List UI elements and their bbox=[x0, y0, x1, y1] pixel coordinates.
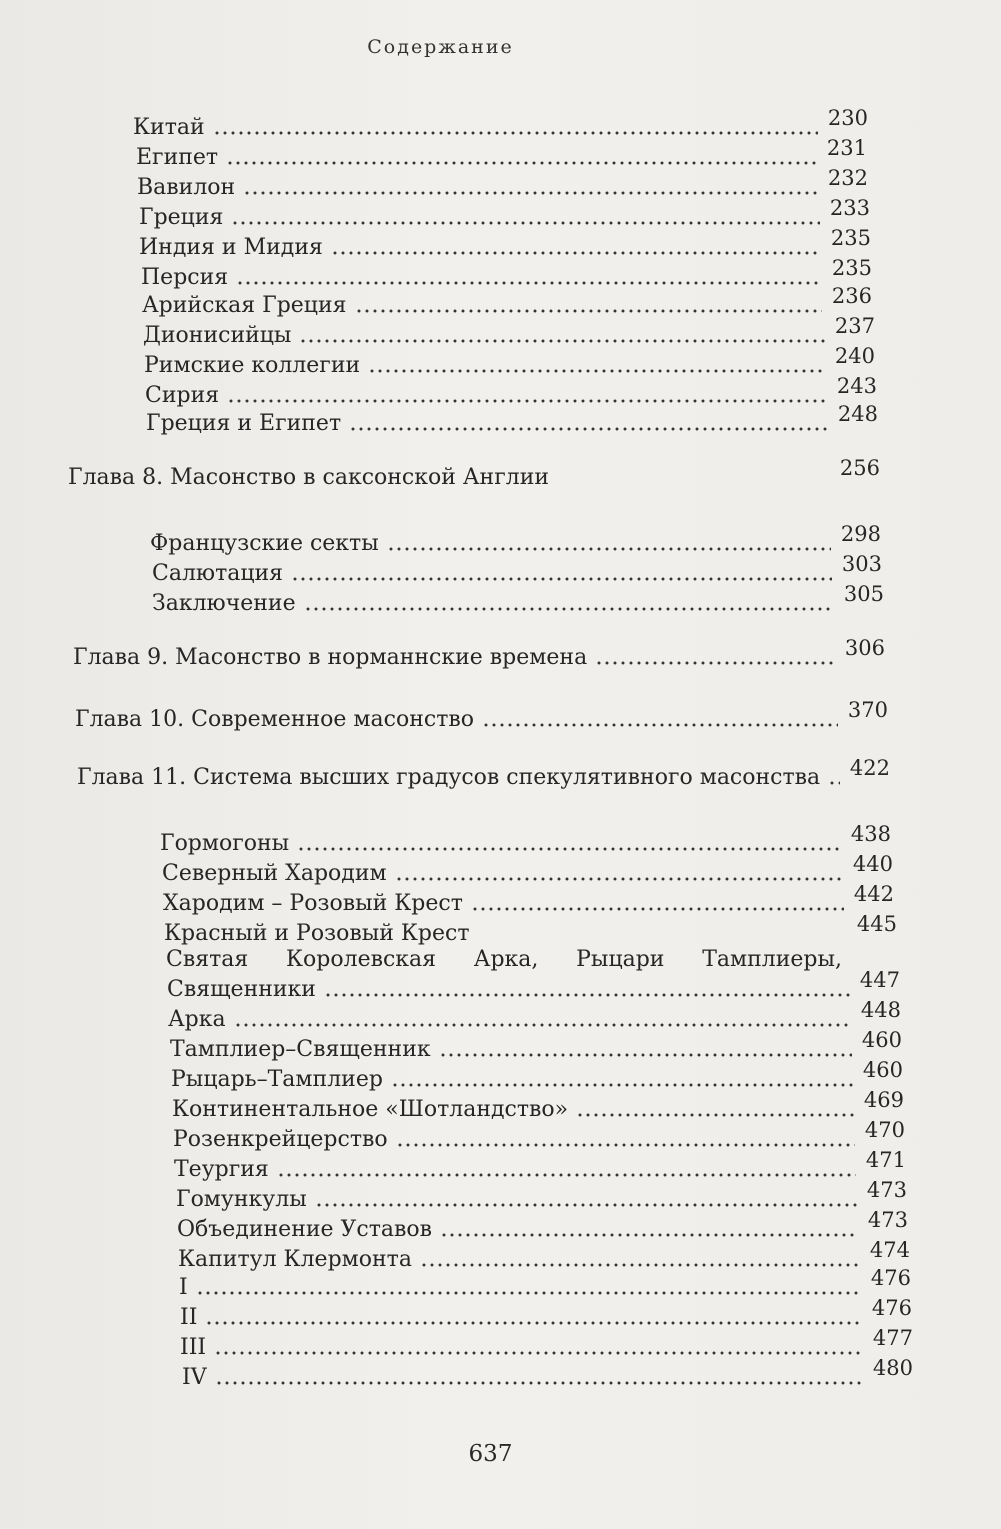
entry-page: 240 bbox=[834, 344, 875, 368]
leader-dots bbox=[196, 1290, 861, 1296]
leader-dots bbox=[243, 190, 818, 196]
leader-dots bbox=[355, 308, 822, 314]
entry-title: Дионисийцы bbox=[143, 323, 292, 348]
leader-dots bbox=[576, 1112, 854, 1118]
entry-page: 298 bbox=[840, 522, 881, 546]
toc-entry[interactable] bbox=[139, 226, 871, 262]
leader-dots bbox=[439, 1052, 852, 1058]
entry-title: Заключение bbox=[152, 591, 296, 616]
entry-page: 248 bbox=[837, 402, 878, 426]
toc-entry[interactable] bbox=[152, 552, 882, 588]
leader-dots bbox=[478, 936, 847, 942]
entry-page: 422 bbox=[849, 756, 890, 780]
entry-title: Объединение Уставов bbox=[177, 1217, 433, 1242]
entry-title: Континентальное «Шотландство» bbox=[172, 1097, 569, 1122]
entry-page: 303 bbox=[841, 552, 882, 576]
leader-dots bbox=[215, 1380, 863, 1386]
entry-page: 305 bbox=[843, 582, 884, 606]
entry-page: 476 bbox=[870, 1266, 911, 1290]
entry-title: Китай bbox=[133, 115, 205, 140]
entry-title: Северный Хародим bbox=[162, 861, 387, 886]
toc-chapter-entry[interactable] bbox=[68, 456, 880, 492]
leader-dots bbox=[291, 576, 832, 582]
entry-page: 469 bbox=[863, 1088, 904, 1112]
toc-entry[interactable] bbox=[136, 136, 867, 172]
toc-entry[interactable] bbox=[177, 1208, 908, 1244]
toc-entry[interactable] bbox=[163, 882, 894, 918]
leader-dots bbox=[471, 906, 844, 912]
toc-entry[interactable] bbox=[160, 822, 891, 858]
chapter-title: Глава 11. Система высших градусов спекулятивного масонства bbox=[77, 765, 821, 790]
entry-title: Индия и Мидия bbox=[139, 235, 323, 260]
entry-title: Сирия bbox=[145, 383, 220, 408]
toc-entry[interactable] bbox=[150, 522, 881, 558]
toc-chapter-entry[interactable] bbox=[73, 636, 885, 672]
title-word: Рыцари bbox=[576, 947, 665, 972]
entry-page: 476 bbox=[871, 1296, 912, 1320]
entry-page: 440 bbox=[852, 852, 893, 876]
toc-entry[interactable] bbox=[137, 166, 868, 202]
leader-dots bbox=[231, 220, 820, 226]
title-word: Королевская bbox=[286, 947, 437, 972]
toc-entry[interactable] bbox=[164, 912, 897, 948]
title-word: Святая bbox=[166, 947, 249, 972]
leader-dots bbox=[297, 846, 841, 852]
entry-title: Розенкрейцерство bbox=[173, 1127, 388, 1152]
entry-title: Арка bbox=[168, 1007, 226, 1032]
running-header: Содержание bbox=[367, 36, 514, 58]
entry-title: Арийская Греция bbox=[142, 293, 347, 318]
entry-page: 256 bbox=[839, 456, 880, 480]
leader-dots bbox=[331, 250, 821, 256]
chapter-title: Глава 9. Масонство в норманнские времена bbox=[73, 645, 588, 670]
entry-page: 231 bbox=[826, 136, 867, 160]
entry-page: 442 bbox=[853, 882, 894, 906]
entry-page: 233 bbox=[829, 196, 870, 220]
leader-dots bbox=[420, 1262, 860, 1268]
toc-entry[interactable] bbox=[133, 106, 868, 142]
entry-page: 230 bbox=[827, 106, 868, 130]
leader-dots bbox=[277, 1172, 856, 1178]
chapter-title: Глава 8. Масонство в саксонской Англии bbox=[68, 465, 550, 490]
entry-page: 477 bbox=[872, 1326, 913, 1350]
entry-page: 232 bbox=[827, 166, 868, 190]
toc-entry[interactable] bbox=[141, 256, 872, 292]
toc-entry[interactable] bbox=[146, 402, 878, 438]
entry-page: 438 bbox=[850, 822, 891, 846]
leader-dots bbox=[299, 338, 824, 344]
entry-page: 306 bbox=[844, 636, 885, 660]
leader-dots bbox=[304, 606, 834, 612]
entry-page: 235 bbox=[830, 226, 871, 250]
toc-entry[interactable] bbox=[168, 998, 901, 1034]
title-word: Тамплиеры, bbox=[702, 947, 842, 972]
entry-title: Египет bbox=[136, 145, 219, 170]
entry-page: 473 bbox=[867, 1208, 908, 1232]
leader-dots bbox=[234, 1022, 851, 1028]
entry-title: Теургия bbox=[174, 1157, 269, 1182]
leader-dots bbox=[828, 780, 840, 786]
leader-dots bbox=[227, 398, 827, 404]
entry-title: III bbox=[180, 1335, 207, 1360]
toc-entry[interactable] bbox=[176, 1178, 907, 1214]
chapter-title: Глава 10. Современное масонство bbox=[75, 707, 474, 732]
entry-page: 474 bbox=[869, 1238, 910, 1262]
leader-dots bbox=[396, 1142, 855, 1148]
toc-entry[interactable] bbox=[143, 314, 875, 350]
entry-title: IV bbox=[182, 1365, 207, 1390]
toc-entry[interactable] bbox=[173, 1118, 905, 1154]
leader-dots bbox=[557, 480, 830, 486]
entry-page: 460 bbox=[861, 1028, 902, 1052]
entry-title: Тамплиер–Священник bbox=[170, 1037, 431, 1062]
entry-title: Греция и Египет bbox=[146, 411, 342, 436]
entry-title: Вавилон bbox=[137, 175, 236, 200]
toc-entry[interactable] bbox=[180, 1326, 913, 1362]
toc-entry[interactable] bbox=[182, 1356, 913, 1392]
toc-entry[interactable] bbox=[162, 852, 893, 888]
entry-title: Римские коллегии bbox=[144, 353, 361, 378]
entry-title: Хародим – Розовый Крест bbox=[163, 891, 463, 916]
entry-page: 448 bbox=[860, 998, 901, 1022]
leader-dots bbox=[324, 992, 850, 998]
entry-page: 480 bbox=[872, 1356, 913, 1380]
entry-title: Рыцарь–Тамплиер bbox=[171, 1067, 383, 1092]
entry-page: 243 bbox=[836, 374, 877, 398]
leader-dots bbox=[349, 426, 828, 432]
entry-title: II bbox=[180, 1305, 198, 1330]
toc-entry[interactable] bbox=[139, 196, 870, 232]
toc-entry[interactable] bbox=[172, 1088, 904, 1124]
toc-entry[interactable] bbox=[142, 284, 872, 320]
toc-chapter-entry[interactable] bbox=[77, 756, 890, 792]
toc-entry[interactable] bbox=[174, 1148, 906, 1184]
entry-page: 236 bbox=[831, 284, 872, 308]
toc-entry[interactable] bbox=[145, 374, 877, 410]
entry-page: 470 bbox=[864, 1118, 905, 1142]
entry-page: 370 bbox=[847, 698, 888, 722]
leader-dots bbox=[315, 1202, 857, 1208]
toc-entry-line1[interactable] bbox=[166, 946, 842, 974]
leader-dots bbox=[395, 876, 843, 882]
entry-title: Греция bbox=[139, 205, 224, 230]
entry-title: I bbox=[179, 1275, 188, 1300]
toc-entry[interactable] bbox=[152, 582, 884, 618]
page-number: 637 bbox=[468, 1441, 513, 1467]
leader-dots bbox=[213, 130, 818, 136]
leader-dots bbox=[387, 546, 831, 552]
toc-chapter-entry[interactable] bbox=[75, 698, 888, 734]
entry-title: Священники bbox=[167, 977, 316, 1002]
entry-title: Гомункулы bbox=[176, 1187, 307, 1212]
entry-title: Гормогоны bbox=[160, 831, 290, 856]
leader-dots bbox=[595, 660, 835, 666]
toc-entry[interactable] bbox=[167, 968, 900, 1004]
leader-dots bbox=[368, 368, 825, 374]
toc-entry[interactable] bbox=[179, 1266, 911, 1302]
entry-page: 471 bbox=[865, 1148, 906, 1172]
title-word: Арка, bbox=[473, 947, 539, 972]
leader-dots bbox=[482, 722, 838, 728]
entry-page: 445 bbox=[856, 912, 897, 936]
toc-entry[interactable] bbox=[180, 1296, 912, 1332]
entry-title: Красный и Розовый Крест bbox=[164, 921, 470, 946]
entry-title: Капитул Клермонта bbox=[178, 1247, 412, 1272]
entry-page: 447 bbox=[859, 968, 900, 992]
entry-title: Французские секты bbox=[150, 531, 379, 556]
leader-dots bbox=[214, 1350, 863, 1356]
entry-page: 460 bbox=[862, 1058, 903, 1082]
toc-entry[interactable] bbox=[171, 1058, 903, 1094]
entry-title: Салютация bbox=[152, 561, 284, 586]
toc-entry[interactable] bbox=[170, 1028, 902, 1064]
entry-page: 237 bbox=[834, 314, 875, 338]
leader-dots bbox=[226, 160, 817, 166]
toc-entry[interactable] bbox=[144, 344, 875, 380]
entry-page: 235 bbox=[831, 256, 872, 280]
leader-dots bbox=[236, 280, 822, 286]
entry-page: 473 bbox=[866, 1178, 907, 1202]
leader-dots bbox=[440, 1232, 858, 1238]
entry-title: Персия bbox=[141, 265, 229, 290]
leader-dots bbox=[391, 1082, 853, 1088]
toc-entry[interactable] bbox=[178, 1238, 910, 1274]
leader-dots bbox=[205, 1320, 862, 1326]
